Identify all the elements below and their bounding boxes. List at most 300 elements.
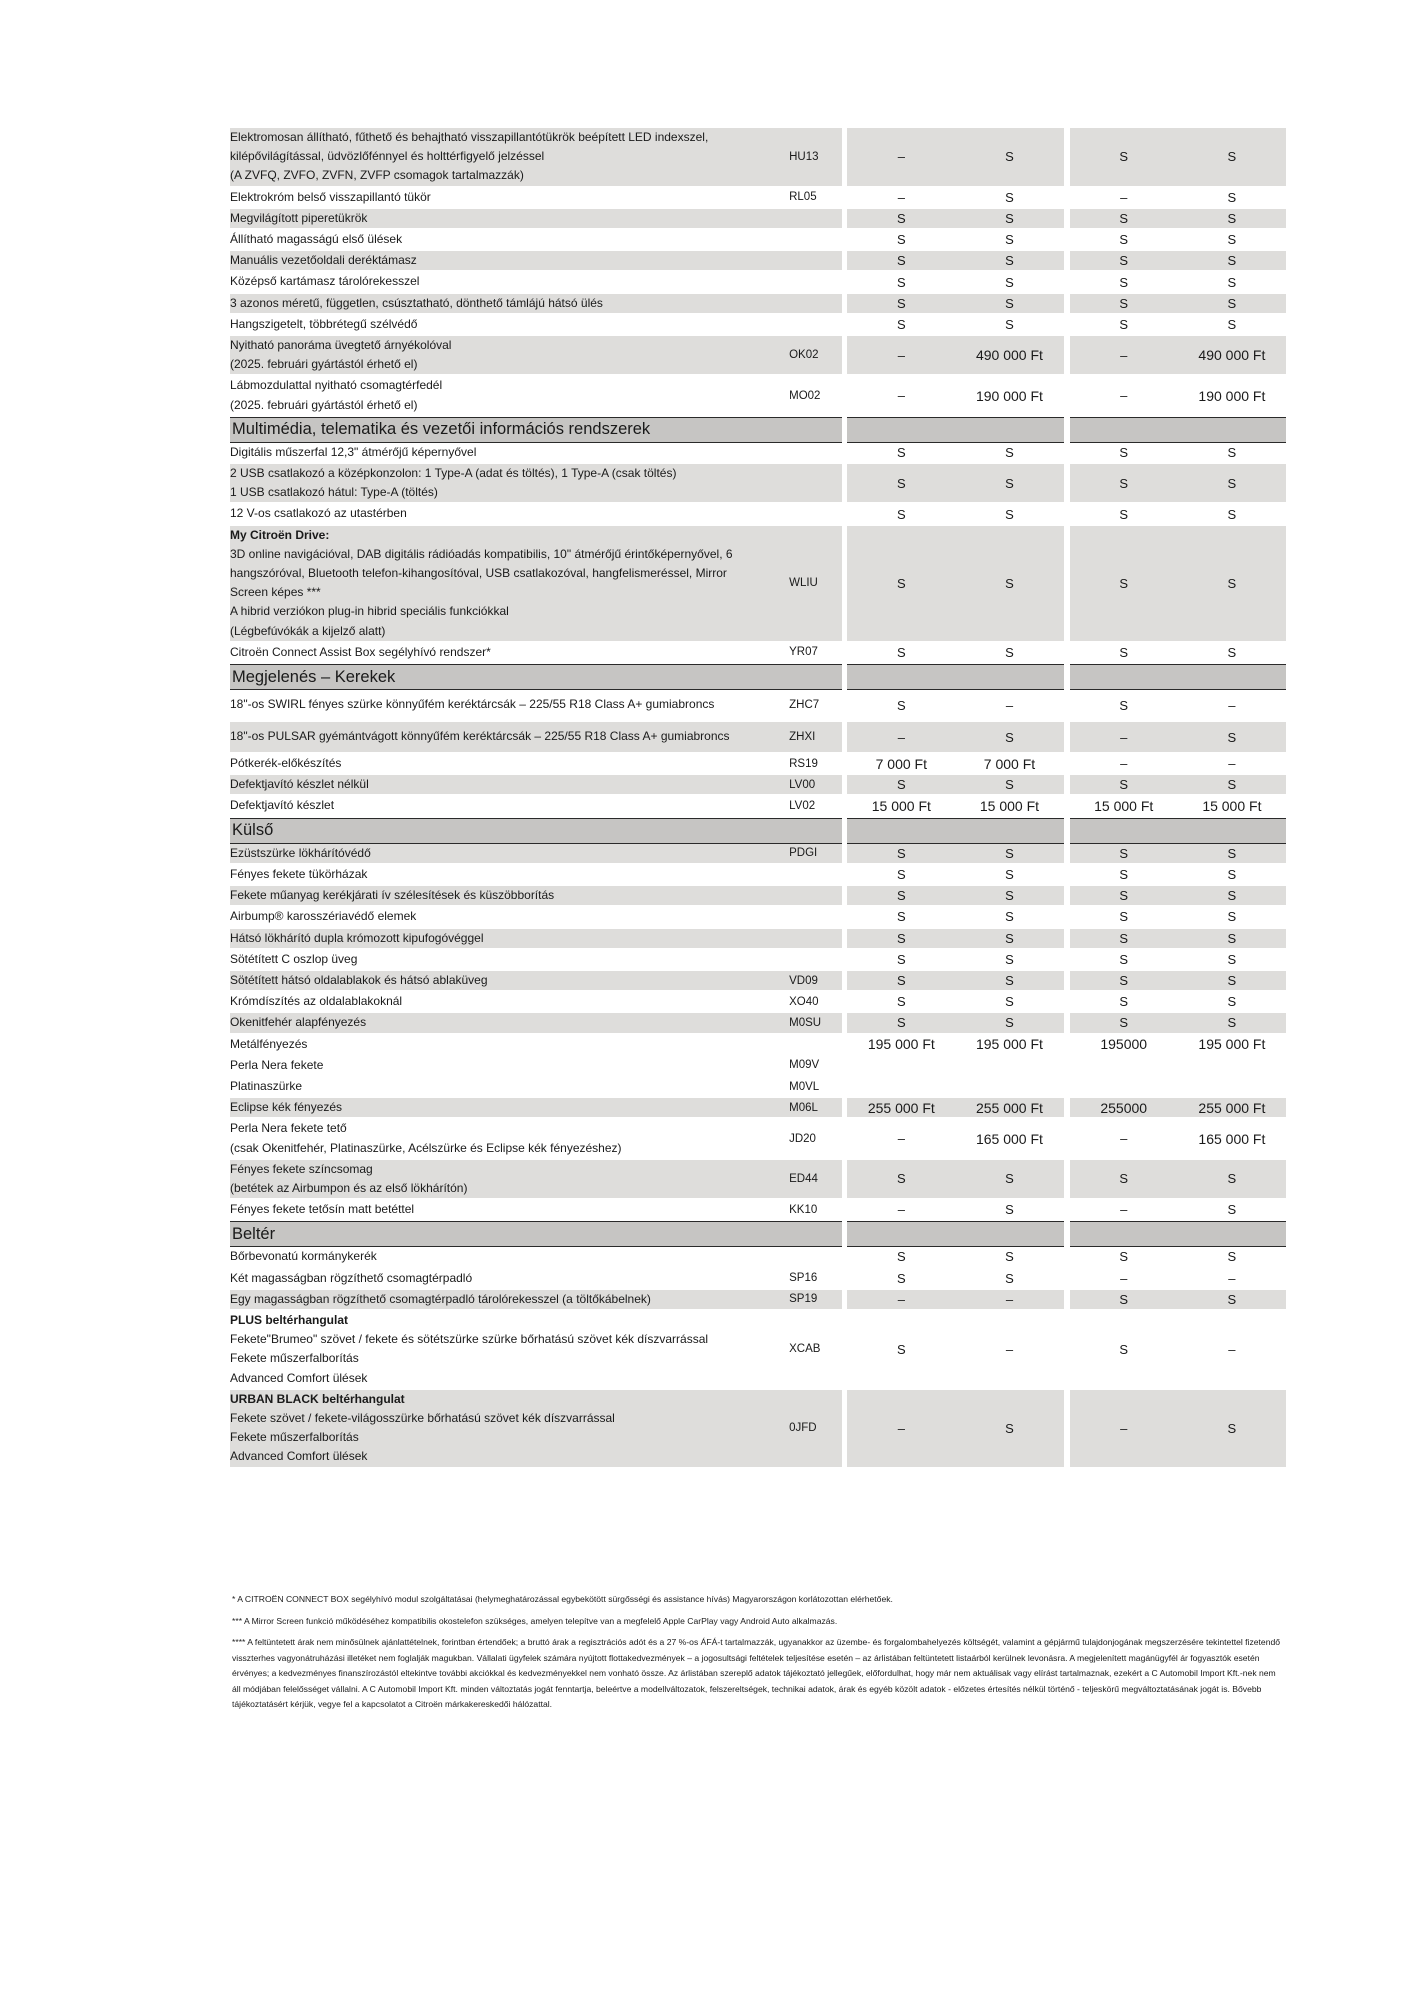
trim-value-2: S [955,1269,1063,1290]
table-row [230,907,1286,928]
label-line: Fekete szövet / fekete-világosszürke bőrhatású szövet kék díszvarrással [230,1410,615,1425]
table-row [230,1390,1286,1469]
label-line: 3D online navigációval, DAB digitális rádióadás kompatibilis, 10" átmérőjű érintőképernyővel, 6 [230,546,733,561]
label-line: 18"-os SWIRL fényes szürke könnyűfém keréktárcsák – 225/55 R18 Class A+ gumiabroncs [230,697,715,712]
trim-value-2: S [955,315,1063,336]
label-line: Okenitfehér alapfényezés [230,1015,367,1030]
trim-value-2: S [955,188,1063,209]
trim-value-1: S [847,526,955,643]
table-row [230,775,1286,796]
trim-value-4: S [1178,526,1286,643]
row-label [230,929,789,950]
trim-value-3: S [1070,526,1178,643]
label-line: kilépővilágítással, üdvözlőfénnyel és holttérfigyelő jelzéssel [230,149,545,164]
trim-value-2: S [955,251,1063,272]
row-label [230,1013,789,1034]
trim-value-4: S [1178,1013,1286,1034]
row-label [230,1098,789,1119]
option-code [789,1035,842,1056]
trim-value-4: 165 000 Ft [1178,1119,1286,1159]
trim-value-4: – [1178,1311,1286,1390]
section-header-fill [1070,1221,1286,1247]
trim-value-4: S [1178,188,1286,209]
table-row [230,754,1286,775]
option-code [789,230,842,251]
trim-value-3: S [1070,971,1178,992]
trim-value-2: S [955,1013,1063,1034]
option-code: SP16 [789,1269,842,1290]
trim-value-1: S [847,1269,955,1290]
label-line: Perla Nera fekete tető [230,1121,347,1136]
trim-value-2: 195 000 Ft [955,1035,1063,1056]
trim-value-4: S [1178,443,1286,464]
trim-value-3: S [1070,464,1178,504]
trim-value-2: 190 000 Ft [955,376,1063,416]
trim-value-3: S [1070,929,1178,950]
table-row [230,230,1286,251]
row-label [230,865,789,886]
row-label [230,775,789,796]
trim-value-3: S [1070,128,1178,188]
option-code: XO40 [789,992,842,1013]
table-row [230,1200,1286,1221]
row-label [230,754,789,775]
row-label [230,1035,789,1056]
label-line: Lábmozdulattal nyitható csomagtérfedél [230,378,443,393]
trim-value-3: S [1070,251,1178,272]
trim-value-4: S [1178,230,1286,251]
option-code [789,1247,842,1268]
trim-value-2: S [955,865,1063,886]
label-line: 2 USB csatlakozó a középkonzolon: 1 Type-A (adat és töltés), 1 Type-A (csak töltés) [230,466,677,481]
trim-value-4: S [1178,950,1286,971]
label-line: A hibrid verziókon plug-in hibrid speciális funkciókkal [230,604,509,619]
footnote-mirror-screen: *** A Mirror Screen funkció működéséhez kompatibilis okostelefon szükséges, amelyen telepítve van a megfelelő Apple CarPlay vagy Android Auto alkalmazás. [232,1615,838,1626]
trim-value-4: – [1178,754,1286,775]
trim-value-4: S [1178,209,1286,230]
label-line: Screen képes *** [230,585,321,600]
table-row [230,886,1286,907]
trim-value-4 [1178,1056,1286,1077]
trim-value-2: S [955,992,1063,1013]
trim-value-1: 7 000 Ft [847,754,955,775]
trim-value-2: S [955,230,1063,251]
trim-value-4: 255 000 Ft [1178,1098,1286,1119]
label-line: Egy magasságban rögzíthető csomagtérpadló tárolórekesszel (a töltőkábelnek) [230,1291,651,1306]
table-row [230,1077,1286,1098]
row-label [230,272,789,293]
trim-value-1: S [847,907,955,928]
row-label [230,643,789,664]
row-label [230,886,789,907]
option-code [789,950,842,971]
label-line: Pótkerék-előkészítés [230,756,342,771]
label-line: Advanced Comfort ülések [230,1370,368,1385]
row-label [230,251,789,272]
trim-value-1: 255 000 Ft [847,1098,955,1119]
option-code [789,865,842,886]
label-line: Nyitható panoráma üvegtető árnyékolóval [230,338,452,353]
trim-value-3: S [1070,886,1178,907]
trim-value-2: S [955,209,1063,230]
trim-value-4: S [1178,643,1286,664]
label-line: 3 azonos méretű, független, csúsztatható, dönthető támlájú hátsó ülés [230,295,603,310]
option-code: VD09 [789,971,842,992]
table-row [230,209,1286,230]
row-label [230,376,789,416]
trim-value-4: 190 000 Ft [1178,376,1286,416]
table-row [230,464,1286,504]
table-row [230,950,1286,971]
section-header-fill [847,664,1063,690]
trim-value-1: S [847,315,955,336]
trim-value-1: S [847,294,955,315]
option-code: LV00 [789,775,842,796]
label-line: Metálfényezés [230,1036,308,1051]
label-line: Manuális vezetőoldali deréktámasz [230,253,417,268]
section-header-fill [847,818,1063,844]
row-label [230,1200,789,1221]
label-line: Sötétített C oszlop üveg [230,951,358,966]
table-row [230,376,1286,416]
trim-value-3: S [1070,950,1178,971]
trim-value-4: S [1178,1390,1286,1469]
footnote-prices-disclaimer: **** A feltüntetett árak nem minősülnek ajánlattételnek, forintban értendőek; a bruttó árak a regisztrációs adót és a 27 %-os ÁFÁ-t tartalmazzák, ugyanakkor az üzembe- és forgalombahelyezés költségét, valamint a gépjármű tulajdonjogának megszerzésére tekintettel fizetendő visszterhes vagyonátruházási illetéket nem foglalják magukban. Vállalati ügyfelek számára nyújtott flottakedvezmények – a jogosultsági feltételek teljesítése esetén – az árlistában feltüntetett listaárból kerülnek levonásra. A megjelenített magánügyfél ár fogyasztók esetén érvényes; a kedvezményes finanszírozástól eltekintve további akciókkal és kedvezményekkel nem vonható össze. Az árlistában szereplő adatok tájékoztató jellegűek, előfordulhat, hogy már nem aktuálisak vagy elírást tartalmaznak, ezekért a C Automobil Import Kft.-nek nem áll módjában felelősséget vállalni. A C Automobil Import Kft. minden változtatás jogát fenntartja, beleértve a modellváltozatok, felszereltségek, technikai adatok, árak és egyéb közölt adatok - előzetes értesítés nélkül történő - teljeskörű megváltoztatásának jogát is. Bővebb tájékoztatásért kérjük, vegye fel a kapcsolatot a Citroën márkakereskedői hálózattal. [232,1637,1281,1709]
trim-value-1: – [847,1200,955,1221]
trim-value-4: 195 000 Ft [1178,1035,1286,1056]
trim-value-1: S [847,230,955,251]
trim-value-4: S [1178,971,1286,992]
footnote-connect-box: * A CITROËN CONNECT BOX segélyhívó modul szolgáltatásai (helymeghatározással egybekötött sürgősségi és assistance hívás) Magyarországon korlátozottan elérhetőek. [232,1594,893,1604]
trim-value-4: S [1178,865,1286,886]
section-header-fill [847,1221,1063,1247]
option-code: M0VL [789,1077,842,1098]
trim-value-1 [847,1077,955,1098]
trim-value-2: – [955,690,1063,722]
trim-value-4: S [1178,844,1286,865]
trim-value-3: 195000 [1070,1035,1178,1056]
table-row [230,722,1286,754]
trim-value-2: S [955,1390,1063,1469]
row-label [230,294,789,315]
equipment-table [230,128,1286,1469]
trim-value-3: 255000 [1070,1098,1178,1119]
option-code [789,272,842,293]
row-label [230,971,789,992]
table-row [230,1098,1286,1119]
section-title: Multimédia, telematika és vezetői információs rendszerek [230,417,842,443]
trim-value-1: – [847,128,955,188]
trim-value-2: 490 000 Ft [955,336,1063,376]
label-line: Fekete műszerfalborítás [230,1351,359,1366]
trim-value-1: S [847,844,955,865]
option-code: XCAB [789,1311,842,1390]
label-line: Középső kartámasz tárolórekesszel [230,274,420,289]
trim-value-1: S [847,272,955,293]
trim-value-3: S [1070,844,1178,865]
row-label [230,504,789,525]
trim-value-1: – [847,336,955,376]
label-line: Megvilágított piperetükrök [230,210,368,225]
trim-value-2: S [955,128,1063,188]
option-code: ED44 [789,1160,842,1200]
trim-value-3: S [1070,1247,1178,1268]
option-code [789,464,842,504]
trim-value-1 [847,1056,955,1077]
trim-value-3: S [1070,643,1178,664]
trim-value-4 [1178,1077,1286,1098]
label-line: Két magasságban rögzíthető csomagtérpadló [230,1270,473,1285]
label-line: 12 V-os csatlakozó az utastérben [230,506,407,521]
row-label [230,690,789,722]
label-line: (csak Okenitfehér, Platinaszürke, Acélszürke és Eclipse kék fényezéshez) [230,1140,622,1155]
label-line: (2025. februári gyártástól érhető el) [230,397,418,412]
label-line: Elektromosan állítható, fűthető és behajtható visszapillantótükrök beépített LED indexszel, [230,130,709,144]
label-line: Platinaszürke [230,1078,303,1093]
option-code: M06L [789,1098,842,1119]
section-header-fill [1070,664,1286,690]
row-label [230,1290,789,1311]
option-code: LV02 [789,796,842,817]
trim-value-1: 195 000 Ft [847,1035,955,1056]
option-code: JD20 [789,1119,842,1159]
option-code [789,504,842,525]
option-code: 0JFD [789,1390,842,1469]
trim-value-3: S [1070,443,1178,464]
trim-value-4: S [1178,1160,1286,1200]
trim-value-1: S [847,865,955,886]
option-code [789,294,842,315]
label-line: Fényes fekete színcsomag [230,1161,373,1176]
trim-value-1: – [847,722,955,754]
trim-value-2: 15 000 Ft [955,796,1063,817]
trim-value-3: – [1070,754,1178,775]
section-title: Beltér [230,1221,842,1247]
label-line: Digitális műszerfal 12,3" átmérőjű képernyővel [230,444,477,459]
table-row [230,315,1286,336]
trim-value-3: S [1070,504,1178,525]
trim-value-1: – [847,1390,955,1469]
label-line: Defektjavító készlet [230,798,335,813]
trim-value-2: S [955,272,1063,293]
trim-value-4: – [1178,690,1286,722]
trim-value-1: – [847,1290,955,1311]
option-code: M0SU [789,1013,842,1034]
option-code: ZHC7 [789,690,842,722]
trim-value-4: S [1178,929,1286,950]
row-label [230,1119,789,1159]
table-row [230,865,1286,886]
trim-value-1: S [847,251,955,272]
trim-value-2: S [955,950,1063,971]
trim-value-3: S [1070,294,1178,315]
trim-value-4: S [1178,886,1286,907]
table-row [230,643,1286,664]
table-row [230,1269,1286,1290]
row-label [230,722,789,754]
label-line: Hátsó lökhárító dupla krómozott kipufogóvéggel [230,930,484,945]
label-line: Krómdíszítés az oldalablakoknál [230,994,403,1009]
label-line: Sötétített hátsó oldalablakok és hátsó ablaküveg [230,972,488,987]
option-code: HU13 [789,128,842,188]
table-row [230,443,1286,464]
trim-value-3 [1070,1056,1178,1077]
label-line: PLUS beltérhangulat [230,1312,349,1327]
trim-value-4: S [1178,775,1286,796]
trim-value-2: – [955,1290,1063,1311]
option-code [789,886,842,907]
trim-value-3: – [1070,1269,1178,1290]
trim-value-2: S [955,907,1063,928]
row-label [230,1390,789,1469]
table-row [230,1247,1286,1268]
option-code: KK10 [789,1200,842,1221]
trim-value-4: S [1178,504,1286,525]
section-header-fill [847,417,1063,443]
equipment-price-list [230,128,1286,1469]
row-label [230,230,789,251]
option-code [789,315,842,336]
row-label [230,443,789,464]
row-label [230,1160,789,1200]
label-line: Advanced Comfort ülések [230,1449,368,1464]
row-label [230,1077,789,1098]
footnotes [232,1592,1284,1719]
table-row [230,992,1286,1013]
table-row [230,971,1286,992]
trim-value-3: – [1070,376,1178,416]
row-label [230,844,789,865]
option-code [789,907,842,928]
label-line: Fényes fekete tükörházak [230,866,368,881]
option-code: SP19 [789,1290,842,1311]
trim-value-2: S [955,929,1063,950]
trim-value-3: – [1070,336,1178,376]
trim-value-2: S [955,1160,1063,1200]
row-label [230,188,789,209]
trim-value-1: S [847,504,955,525]
table-row [230,294,1286,315]
row-label [230,907,789,928]
label-line: hangszóróval, Bluetooth telefon-kihangosítóval, USB csatlakozóval, hangfelismeréssel, Mirror [230,566,727,581]
row-label [230,526,789,643]
trim-value-1: S [847,643,955,664]
trim-value-4: S [1178,251,1286,272]
label-line: Fekete műszerfalborítás [230,1430,359,1445]
label-line: Elektrokróm belső visszapillantó tükör [230,189,431,204]
row-label [230,992,789,1013]
row-label [230,1247,789,1268]
trim-value-3: S [1070,907,1178,928]
label-line: Eclipse kék fényezés [230,1100,343,1115]
label-line: (betétek az Airbumpon és az első lökhárítón) [230,1180,468,1195]
table-row [230,796,1286,817]
option-code [789,251,842,272]
trim-value-2: S [955,722,1063,754]
row-label [230,464,789,504]
trim-value-3: S [1070,272,1178,293]
trim-value-3: – [1070,1390,1178,1469]
row-label [230,209,789,230]
table-row [230,504,1286,525]
trim-value-4: 490 000 Ft [1178,336,1286,376]
table-row [230,1290,1286,1311]
trim-value-1: S [847,690,955,722]
option-code: M09V [789,1056,842,1077]
trim-value-4: S [1178,315,1286,336]
trim-value-2: S [955,643,1063,664]
trim-value-1: S [847,775,955,796]
trim-value-3: – [1070,722,1178,754]
trim-value-3: S [1070,209,1178,230]
label-line: Fekete"Brumeo" szövet / fekete és sötétszürke szürke bőrhatású szövet kék díszvarrással [230,1332,709,1347]
trim-value-2: S [955,443,1063,464]
trim-value-4: S [1178,907,1286,928]
trim-value-2: – [955,1311,1063,1390]
trim-value-4: S [1178,128,1286,188]
trim-value-1: S [847,992,955,1013]
table-row [230,1035,1286,1056]
table-row [230,128,1286,188]
trim-value-1: – [847,188,955,209]
trim-value-3 [1070,1077,1178,1098]
trim-value-2 [955,1056,1063,1077]
row-label [230,336,789,376]
trim-value-4: – [1178,1269,1286,1290]
option-code: PDGI [789,844,842,865]
option-code: YR07 [789,643,842,664]
trim-value-2: S [955,775,1063,796]
trim-value-2: S [955,464,1063,504]
row-label [230,128,789,188]
label-line: Hangszigetelt, többrétegű szélvédő [230,316,418,331]
table-row [230,1119,1286,1159]
option-code [789,929,842,950]
trim-value-1: S [847,886,955,907]
trim-value-1: S [847,929,955,950]
trim-value-1: – [847,376,955,416]
trim-value-2: S [955,504,1063,525]
trim-value-2: S [955,971,1063,992]
label-line: Fényes fekete tetősín matt betéttel [230,1202,415,1217]
trim-value-1: S [847,1160,955,1200]
option-code: MO02 [789,376,842,416]
label-line: Perla Nera fekete [230,1057,324,1072]
trim-value-4: S [1178,1247,1286,1268]
option-code: ZHXI [789,722,842,754]
section-title: Külső [230,818,842,844]
label-line: Citroën Connect Assist Box segélyhívó rendszer* [230,644,491,659]
label-line: 18"-os PULSAR gyémántvágott könnyűfém keréktárcsák – 225/55 R18 Class A+ gumiabroncs [230,729,730,744]
trim-value-3: 15 000 Ft [1070,796,1178,817]
row-label [230,1269,789,1290]
option-code: WLIU [789,526,842,643]
row-label [230,796,789,817]
table-row [230,1056,1286,1077]
table-row [230,1311,1286,1390]
label-line: URBAN BLACK beltérhangulat [230,1391,405,1406]
trim-value-3: – [1070,188,1178,209]
trim-value-4: S [1178,722,1286,754]
row-label [230,1056,789,1077]
trim-value-1: S [847,1013,955,1034]
section-title: Megjelenés – Kerekek [230,664,842,690]
table-row [230,336,1286,376]
table-row [230,929,1286,950]
label-line: Ezüstszürke lökhárítóvédő [230,845,371,860]
table-row [230,690,1286,722]
label-line: Bőrbevonatú kormánykerék [230,1249,377,1264]
